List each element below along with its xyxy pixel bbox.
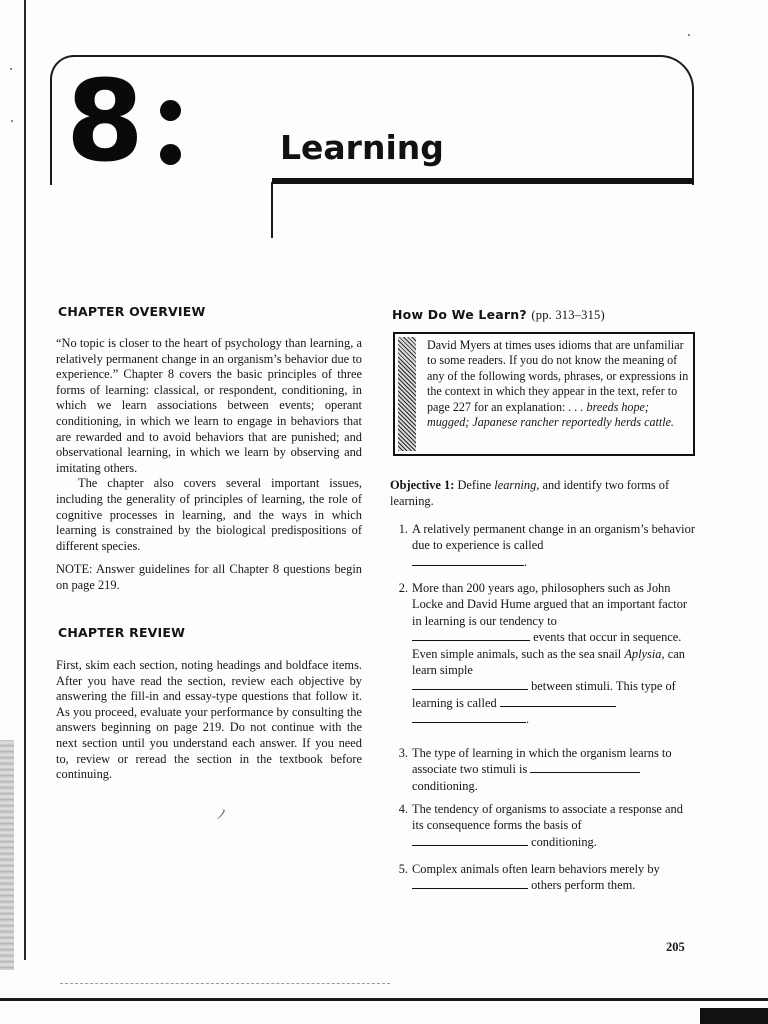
chapter-colon	[160, 100, 182, 168]
overview-paragraph: The chapter also covers several important issues, including the generality of principles of learning, the role of cognitive processes in learning, and the ways in which learning is constrained by the biological predispositions of different species.	[56, 476, 362, 553]
objective-term: learning,	[494, 478, 540, 492]
header-rule	[272, 178, 694, 184]
idiom-intro: David Myers at times uses idioms that are unfamiliar to some readers. If you do not know the meaning of any of the following words, phrases, or expressions in the context in which they appear in the text, refer to page 227 for an explanation:	[427, 338, 689, 414]
scan-corner-mark	[700, 1008, 768, 1024]
objective-text: Define	[457, 478, 492, 492]
answer-blank[interactable]	[412, 629, 530, 641]
question-text: between stimuli. This type of learning is called	[412, 679, 676, 710]
overview-paragraph: “No topic is closer to the heart of psychology than learning, a relatively permanent change in an organism’s behavior due to experience.” Chapter 8 covers the basic principles of three forms of learning: classical, or respondent, conditioning, in which we learn associations between events; operant conditioning, in which we learn to engage in behaviors that are rewarded and to avoid behaviors that are punished; and observational learning, in which we learn by observing and imitating others.	[56, 336, 362, 475]
header-tick	[271, 182, 273, 238]
chapter-overview	[56, 336, 362, 594]
objective-1	[390, 478, 695, 509]
section-pages: (pp. 313–315)	[531, 308, 605, 322]
question-text: conditioning.	[412, 778, 478, 793]
question-text: More than 200 years ago, philosophers such as John Locke and David Hume argued that an important factor in learning is our tendency to	[412, 581, 688, 628]
chapter-number: 8	[66, 57, 142, 187]
question-text: The tendency of organisms to associate a response and its consequence forms the basis of	[412, 802, 683, 833]
question-text: can learn simple	[412, 646, 685, 678]
answer-blank[interactable]	[412, 711, 526, 723]
answer-blank[interactable]	[412, 678, 528, 690]
answer-blank[interactable]	[530, 761, 640, 773]
binding-edge	[24, 0, 26, 960]
question-text: A relatively permanent change in an organism’s behavior due to experience is called	[412, 522, 695, 553]
answer-note: NOTE: Answer guidelines for all Chapter 8 questions begin on page 219.	[56, 562, 362, 592]
objective-text: and identify two forms of learning.	[390, 478, 670, 508]
answer-blank[interactable]	[412, 877, 528, 889]
question-text: .	[526, 712, 530, 727]
question-1	[390, 521, 695, 573]
scan-speck	[10, 68, 12, 70]
footer-rule	[0, 998, 768, 1001]
chapter-overview-heading: CHAPTER OVERVIEW	[58, 304, 206, 319]
footer-dashed-line	[60, 983, 390, 985]
question-number: 5.	[398, 862, 408, 876]
question-2	[390, 580, 695, 740]
question-text: Complex animals often learn behaviors merely by	[412, 862, 660, 876]
question-number: 4.	[398, 802, 408, 816]
idiom-text	[427, 338, 693, 430]
objective-label: Objective 1:	[390, 478, 455, 492]
question-text: events that occur in sequence. Even simple animals, such as the sea snail	[412, 630, 682, 661]
section-title: How Do We Learn?	[392, 307, 527, 322]
review-paragraph: First, skim each section, noting headings and boldface items. After you have read the section, review each objective by answering the fill-in and essay-type questions that follow it. As you proceed, evaluate your performance by consulting the answers beginning on page 219. Do not continue with the next section until you understand each answer. If you need to, review or reread the section in the textbook before continuing.	[56, 658, 362, 782]
question-text: others perform them.	[531, 878, 636, 893]
chapter-review-heading: CHAPTER REVIEW	[58, 625, 186, 640]
question-text: The type of learning in which the organism learns to associate two stimuli is	[412, 746, 672, 777]
binding-shadow	[0, 740, 14, 970]
scan-speck	[11, 120, 13, 122]
chapter-title: Learning	[280, 128, 444, 167]
scan-speck	[688, 34, 690, 36]
question-5	[390, 861, 695, 897]
species-name: Aplysia,	[624, 646, 665, 661]
question-number: 1.	[398, 522, 408, 536]
question-text: .	[524, 554, 528, 569]
page-number: 205	[666, 940, 685, 954]
section-heading	[392, 307, 605, 323]
answer-blank[interactable]	[412, 834, 528, 846]
answer-blank[interactable]	[412, 554, 524, 566]
question-3	[390, 745, 695, 797]
question-4	[390, 801, 695, 853]
question-number: 2.	[398, 581, 408, 595]
stray-pen-mark: ノ	[215, 807, 229, 822]
idiom-box-texture	[398, 337, 416, 451]
question-text: conditioning.	[531, 834, 597, 849]
idiom-list: . . . breeds hope; mugged; Japanese rancher reportedly herds cattle.	[427, 399, 674, 430]
chapter-review	[56, 658, 362, 783]
question-number: 3.	[398, 746, 408, 760]
answer-blank[interactable]	[500, 695, 616, 707]
idiom-box	[393, 332, 695, 456]
